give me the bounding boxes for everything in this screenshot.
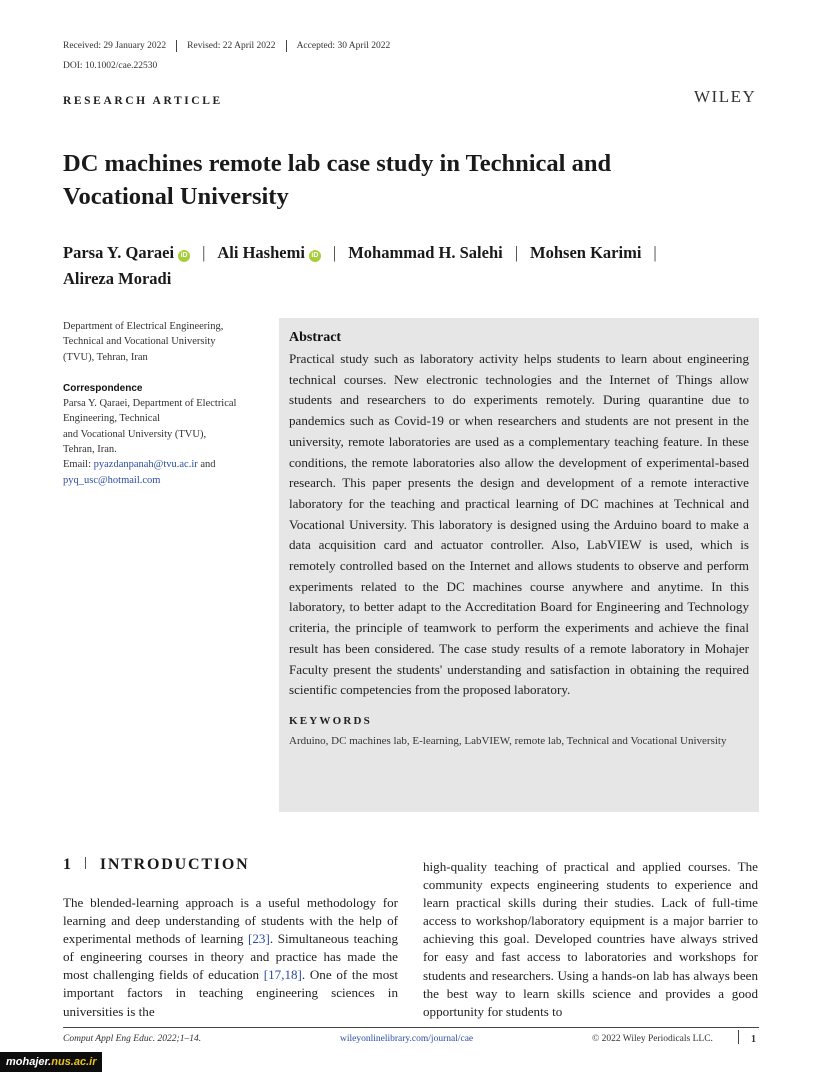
author-separator: | <box>514 243 519 262</box>
publisher-logo: WILEY <box>694 87 757 106</box>
email-link-1[interactable]: pyazdanpanah@tvu.ac.ir <box>93 459 198 471</box>
author-name: Ali Hashemi <box>217 243 305 262</box>
correspondence-line: and Vocational University (TVU), <box>63 428 207 440</box>
accepted-date: Accepted: 30 April 2022 <box>296 41 391 51</box>
copyright: © 2022 Wiley Periodicals LLC. <box>592 1034 713 1044</box>
author-2[interactable] <box>217 243 321 262</box>
affiliation-line: (TVU), Tehran, Iran <box>63 351 148 363</box>
page-number: 1 <box>751 1034 756 1045</box>
footer-divider <box>738 1030 739 1044</box>
orcid-icon[interactable]: iD <box>309 250 321 262</box>
section-heading <box>63 856 249 874</box>
body-text: The blended-learning approach is a useful methodology for learning and deep understanding of students with the help of experimental methods of learning <box>63 895 398 947</box>
section-number: 1 <box>63 856 73 873</box>
affiliation-line: Department of Electrical Engineering, <box>63 321 224 332</box>
received-date: Received: 29 January 2022 <box>63 40 177 52</box>
author-name: Parsa Y. Qaraei <box>63 243 175 262</box>
affiliation <box>63 319 263 365</box>
affiliation-sidebar <box>63 319 263 488</box>
keywords-heading: KEYWORDS <box>289 714 372 727</box>
citation-link[interactable]: [17,18] <box>263 967 302 983</box>
author-separator: | <box>332 243 337 262</box>
email-link-2[interactable]: pyq_usc@hotmail.com <box>63 474 161 486</box>
article-dates <box>63 40 410 52</box>
footer-rule <box>63 1027 759 1028</box>
article-type: RESEARCH ARTICLE <box>63 95 223 107</box>
revised-date: Revised: 22 April 2022 <box>187 40 286 52</box>
body-text: . Simultaneous teaching of engineering courses in theory and practice has made the most challenging fields of education <box>63 931 398 983</box>
email-line <box>63 457 263 472</box>
watermark-domain: nus.ac.ir <box>51 1056 97 1068</box>
correspondence-details <box>63 396 263 488</box>
section-divider <box>85 857 86 869</box>
citation-link[interactable]: [23] <box>248 931 270 947</box>
watermark-text: mohajer. <box>6 1056 52 1068</box>
section-title: INTRODUCTION <box>99 856 250 873</box>
author-4[interactable]: Mohsen Karimi <box>530 243 642 262</box>
paper-title: DC machines remote lab case study in Technical and Vocational University <box>63 150 612 210</box>
intro-right-column: high-quality teaching of practical and applied courses. The community expects engineering students to experience and learn practical skills during their studies. Lack of full-time access to workshop/laboratory equipment is a major barrier to achieving this goal. Developed countries have always strived for easy and fast access to laboratories and workshops for students and researchers. Using a hands-on lab has always been the best way to learn skills science and provides a good opportunity for students to <box>423 859 758 1019</box>
email-label: Email: <box>63 459 94 471</box>
author-5[interactable]: Alireza Moradi <box>63 269 172 288</box>
author-list <box>63 240 763 292</box>
abstract-text: Practical study such as laboratory activity helps students to learn about engineering technical courses. New electronic technologies and the Internet of Things allow students and researchers to do experiments remotely. During quarantine due to pandemics such as Covid-19 or when researchers and students are not present in the university, remote laboratories are used as a complementary teaching feature. In these conditions, the remote laboratories also allow the development of experimental-based research. This paper presents the design and development of a remote interactive laboratory for the teaching and practical learning of DC machines at Technical and Vocational University. This laboratory is designed using the Arduino board to make a data acquisition card and actuator controller. Also, LabVIEW is used, which is remotely controlled based on the Internet and allows students to observe and perform experiments related to the DC machines course anywhere and anytime. In this laboratory, to better adapt to the Accreditation Board for Engineering and Technology criteria, the principle of teamwork to perform the experiments and achieve the final result has been considered. The case study results of a remote laboratory in Mohajer Faculty present the students' understanding and satisfaction in obtaining the required scientific competencies from the proposed laboratory. <box>289 351 749 698</box>
keywords-list: Arduino, DC machines lab, E-learning, LabVIEW, remote lab, Technical and Vocational University <box>289 734 727 747</box>
author-separator: | <box>202 243 206 262</box>
journal-citation: Comput Appl Eng Educ. 2022;1–14. <box>63 1034 202 1044</box>
correspondence-line: Engineering, Technical <box>63 413 161 425</box>
abstract-box <box>279 318 759 812</box>
orcid-icon[interactable]: iD <box>178 250 190 262</box>
affiliation-line: Technical and Vocational University <box>63 336 216 348</box>
intro-left-column <box>63 894 398 1021</box>
author-1[interactable] <box>63 243 190 262</box>
correspondence-line: Parsa Y. Qaraei, Department of Electrical <box>63 398 237 410</box>
site-watermark <box>0 1052 102 1072</box>
correspondence-heading: Correspondence <box>63 382 143 394</box>
author-separator: | <box>653 243 657 262</box>
journal-url[interactable]: wileyonlinelibrary.com/journal/cae <box>340 1034 474 1044</box>
author-3[interactable]: Mohammad H. Salehi <box>348 243 503 262</box>
body-text: . One of the most important factors in teaching engineering sciences in universities is the <box>63 967 398 1019</box>
correspondence-line: Tehran, Iran. <box>63 444 117 456</box>
email-conjunction: and <box>197 459 216 471</box>
abstract-heading: Abstract <box>289 330 342 345</box>
doi: DOI: 10.1002/cae.22530 <box>63 61 158 71</box>
